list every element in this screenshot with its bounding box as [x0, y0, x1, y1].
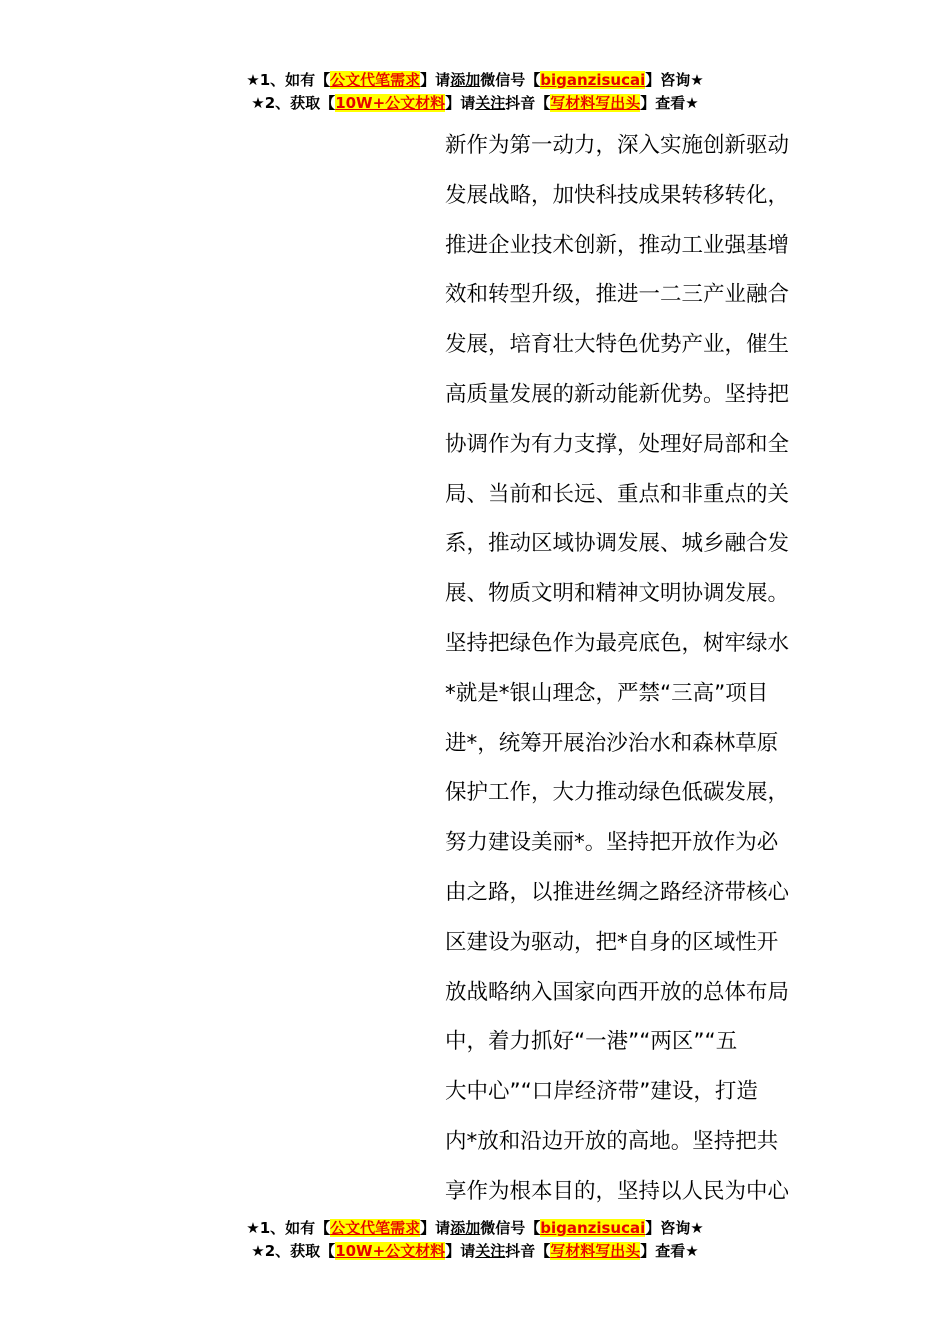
banner-text: 】请 [445, 1242, 476, 1260]
banner-highlight: biganzisucai [540, 1219, 646, 1237]
body-line: 努力建设美丽*。坚持把开放作为必 [445, 830, 779, 856]
banner-text: 】请 [445, 94, 476, 112]
banner-text: ★2、获取【 [251, 1242, 336, 1260]
body-line: 新作为第一动力，深入实施创新驱动 [445, 133, 790, 158]
banner-highlight: biganzisucai [540, 71, 646, 89]
body-line: 放战略纳入国家向西开放的总体布局 [445, 979, 790, 1005]
body-line: 协调作为有力支撑，处理好局部和全 [445, 431, 790, 457]
banner-highlight: 公文代笔需求 [330, 1219, 421, 1237]
body-line: 享作为根本目的，坚持以人民为中心 [445, 1178, 790, 1204]
banner-text: 抖音【 [505, 1242, 551, 1260]
banner-highlight: 公文代笔需求 [330, 71, 421, 89]
document-body [445, 121, 815, 1217]
banner-text: 】查看★ [640, 94, 699, 112]
banner-text: ★1、如有【 [246, 71, 331, 89]
banner-highlight: 写材料写出头 [550, 94, 641, 112]
banner-highlight: 10W+公文材料 [335, 1242, 446, 1260]
banner-text: 】请 [420, 1219, 451, 1237]
banner-text: 】咨询★ [645, 71, 704, 89]
body-line: 推进企业技术创新，推动工业强基增 [445, 232, 790, 258]
body-line: 展、物质文明和精神文明协调发展。 [445, 581, 790, 607]
banner-text: ★1、如有【 [246, 1219, 331, 1237]
body-line: 局、当前和长远、重点和非重点的关 [445, 481, 790, 507]
body-line: 发展战略，加快科技成果转移转化， [445, 182, 790, 208]
banner-text: 】请 [420, 71, 451, 89]
banner-underlined-text: 关注 [475, 1242, 506, 1260]
banner-highlight: 写材料写出头 [550, 1242, 641, 1260]
body-line: 效和转型升级，推进一二三产业融合 [445, 282, 790, 308]
banner-line-2 [0, 92, 950, 115]
body-line: 大中心”“口岸经济带”建设，打造 [445, 1079, 758, 1105]
banner-highlight: 10W+公文材料 [335, 94, 446, 112]
body-line: 发展，培育壮大特色优势产业，催生 [445, 332, 790, 358]
body-line: 系，推动区域协调发展、城乡融合发 [445, 531, 790, 557]
body-line: 由之路，以推进丝绸之路经济带核心 [445, 879, 790, 905]
banner-line-2 [0, 1240, 950, 1263]
banner-text: ★2、获取【 [251, 94, 336, 112]
banner-text: 微信号【 [480, 71, 541, 89]
banner-line-1 [0, 1217, 950, 1240]
banner-underlined-text: 关注 [475, 94, 506, 112]
banner-text: 】咨询★ [645, 1219, 704, 1237]
banner-text: 抖音【 [505, 94, 551, 112]
banner-line-1 [0, 69, 950, 92]
body-line: 区建设为驱动，把*自身的区域性开 [445, 929, 779, 955]
banner-text: 微信号【 [480, 1219, 541, 1237]
body-line: 进*，统筹开展治沙治水和森林草原 [445, 730, 779, 756]
body-line: 高质量发展的新动能新优势。坚持把 [445, 381, 790, 407]
banner-underlined-text: 添加 [450, 1219, 481, 1237]
banner-text: 】查看★ [640, 1242, 699, 1260]
body-line: 中，着力抓好“一港”“两区”“五 [445, 1029, 738, 1055]
body-line: 坚持把绿色作为最亮底色，树牢绿水 [445, 630, 790, 656]
body-line: *就是*银山理念，严禁“三高”项目 [445, 680, 769, 706]
header-banner [0, 69, 950, 115]
footer-banner [0, 1217, 950, 1263]
body-line: 内*放和沿边开放的高地。坚持把共 [445, 1128, 779, 1154]
body-line: 保护工作，大力推动绿色低碳发展， [445, 780, 790, 806]
banner-underlined-text: 添加 [450, 71, 481, 89]
